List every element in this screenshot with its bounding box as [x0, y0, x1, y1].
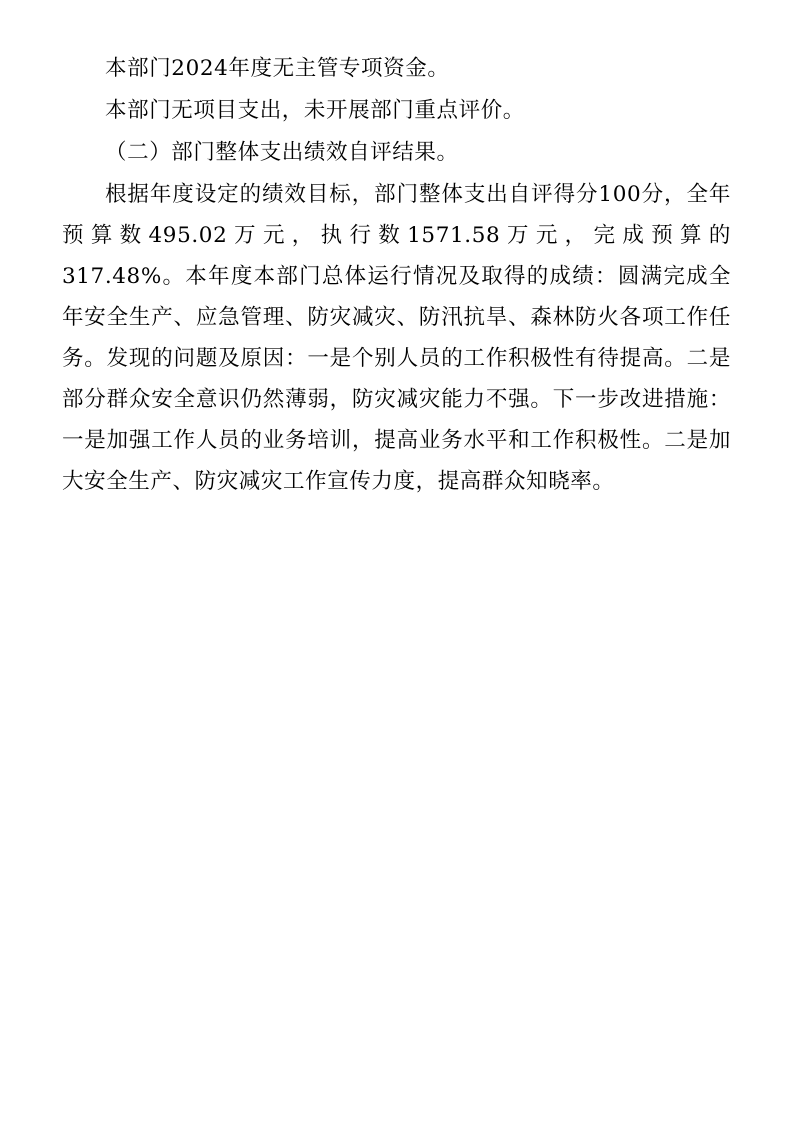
paragraph-self-evaluation-result: 根据年度设定的绩效目标，部门整体支出自评得分100分，全年预算数495.02万元，执行数1571.58万元，完成预算的317.48%。本年度本部门总体运行情况及取得的成绩：圆满完成全年安全生产、应急管理、防灾减灾、防汛抗旱、森林防火各项工作任务。发现的问题及原因：一是个别人员的工作积极性有待提高。二是部分群众安全意识仍然薄弱，防灾减灾能力不强。下一步改进措施：一是加强工作人员的业务培训，提高业务水平和工作积极性。二是加大安全生产、防灾减灾工作宣传力度，提高群众知晓率。	[62, 182, 731, 494]
paragraph-no-supervised-funds: 本部门2024年度无主管专项资金。	[105, 56, 450, 81]
document-body	[62, 48, 731, 502]
paragraph-no-project-expenditure: 本部门无项目支出，未开展部门重点评价。	[105, 98, 525, 123]
paragraph-section-heading: （二）部门整体支出绩效自评结果。	[105, 140, 459, 165]
